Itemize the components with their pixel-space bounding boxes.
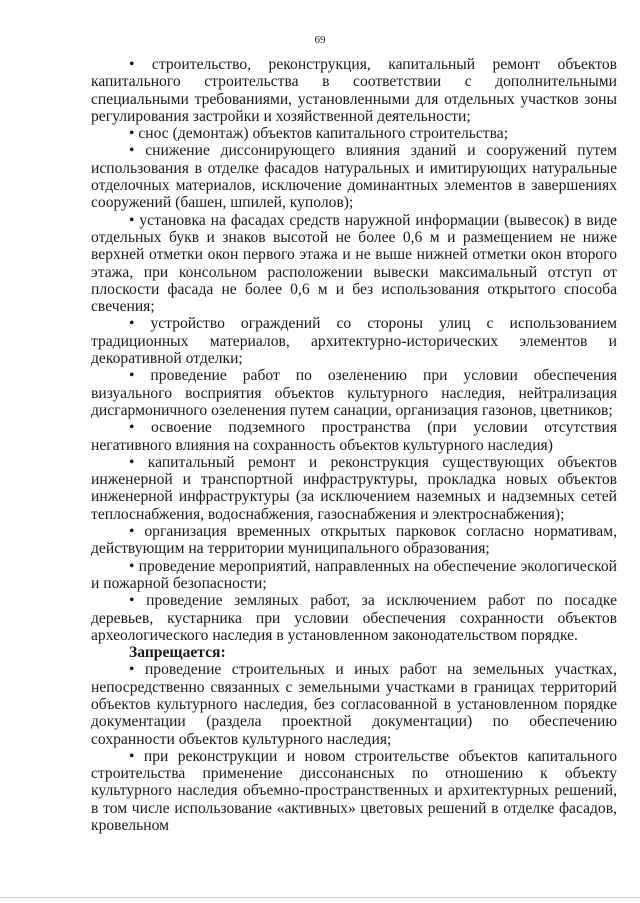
list-item-fences: • устройство ограждений со стороны улиц с использованием традиционных материалов, архитектурно-исторических элементов и декоративной отделки; [91, 315, 617, 367]
list-item-landscaping: • проведение работ по озеленению при условии обеспечения визуального восприятия объектов культурного наследия, нейтрализация дисгармоничного озеленения путем санации, организация газонов, цветников; [91, 367, 617, 419]
list-item-construction: • строительство, реконструкция, капитальный ремонт объектов капитального строительства в соответствии с дополнительными специальными требованиями, установленными для отдельных участков зоны регулирования застройки и хозяйственной деятельности; [91, 56, 617, 125]
list-item-signage: • установка на фасадах средств наружной информации (вывесок) в виде отдельных букв и знаков высотой не более 0,6 м и размещением не ниже верхней отметки окон первого этажа и не выше нижней отметки окон второго этажа, при консольном расположении вывески максимальный отступ от плоскости фасада не более 0,6 м и без использования открытого способа свечения; [91, 212, 617, 316]
list-item-reduce-dissonance: • снижение диссонирующего влияния зданий и сооружений путем использования в отделке фасадов натуральных и имитирующих натуральные отделочных материалов, исключение доминантных элементов в завершениях сооружений (башен, шпилей, куполов); [91, 142, 617, 211]
list-item-demolition: • снос (демонтаж) объектов капитального строительства; [91, 125, 617, 142]
list-item-infrastructure: • капитальный ремонт и реконструкция существующих объектов инженерной и транспортной инфраструктуры, прокладка новых объектов инженерной инфраструктуры (за исключением наземных и надземных сетей теплоснабжения, водоснабжения, газоснабжения и электроснабжения); [91, 454, 617, 523]
page-number: 69 [314, 34, 326, 46]
list-item-prohibited-works: • проведение строительных и иных работ на земельных участках, непосредственно связанных с земельными участками в границах территорий объектов культурного наследия, без согласованной в установленном порядке документации (раздела проектной документации) по обеспечению сохранности объектов культурного наследия; [91, 661, 617, 747]
list-item-safety: • проведение мероприятий, направленных на обеспечение экологической и пожарной безопасности; [91, 558, 617, 593]
list-item-underground: • освоение подземного пространства (при условии отсутствия негативного влияния на сохранность объектов культурного наследия) [91, 419, 617, 454]
section-heading-prohibited: Запрещается: [129, 644, 226, 662]
page-bottom-edge [0, 897, 640, 898]
document-body [91, 56, 617, 834]
list-item-prohibited-dissonant: • при реконструкции и новом строительстве объектов капитального строительства применение диссонансных по отношению к объекту культурного наследия объемно-пространственных и архитектурных решений, в том числе использование «активных» цветовых решений в отделке фасадов, кровельном [91, 748, 617, 834]
list-item-earthworks: • проведение земляных работ, за исключением работ по посадке деревьев, кустарника при условии обеспечения сохранности объектов археологического наследия в установленном законодательством порядке. [91, 592, 617, 644]
list-item-parking: • организация временных открытых парковок согласно нормативам, действующим на территории муниципального образования; [91, 523, 617, 558]
